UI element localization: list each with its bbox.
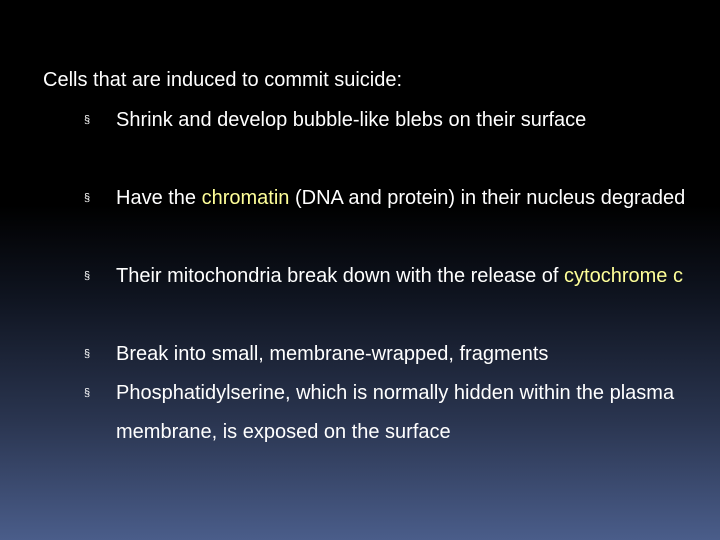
bullet-text xyxy=(116,101,696,140)
bullet-text xyxy=(116,179,696,218)
bullet-text-part: (DNA and protein) in their nucleus degraded xyxy=(289,187,686,209)
bullet-text xyxy=(116,335,696,374)
bullet-marker-icon: § xyxy=(84,270,91,282)
bullet-text xyxy=(116,257,696,296)
bullet-marker-icon: § xyxy=(84,114,91,126)
bullet-marker-icon: § xyxy=(84,387,91,399)
bullet-text-part: Phosphatidylserine, which is normally hidden within the plasma membrane, is exposed on the surface xyxy=(116,382,675,443)
highlighted-term: chromatin xyxy=(201,187,290,209)
highlighted-term: cytochrome c xyxy=(564,265,683,287)
bullet-marker-icon: § xyxy=(84,192,91,204)
bullet-text-part: Shrink and develop bubble-like blebs on their surface xyxy=(116,109,587,131)
bullet-text-part: Their mitochondria break down with the release of xyxy=(116,265,565,287)
bullet-text-part: Have the xyxy=(116,187,202,209)
bullet-text-part: Break into small, membrane-wrapped, fragments xyxy=(116,343,549,365)
intro-text: Cells that are induced to commit suicide: xyxy=(43,69,403,91)
bullet-text xyxy=(116,374,696,452)
bullet-marker-icon: § xyxy=(84,348,91,360)
